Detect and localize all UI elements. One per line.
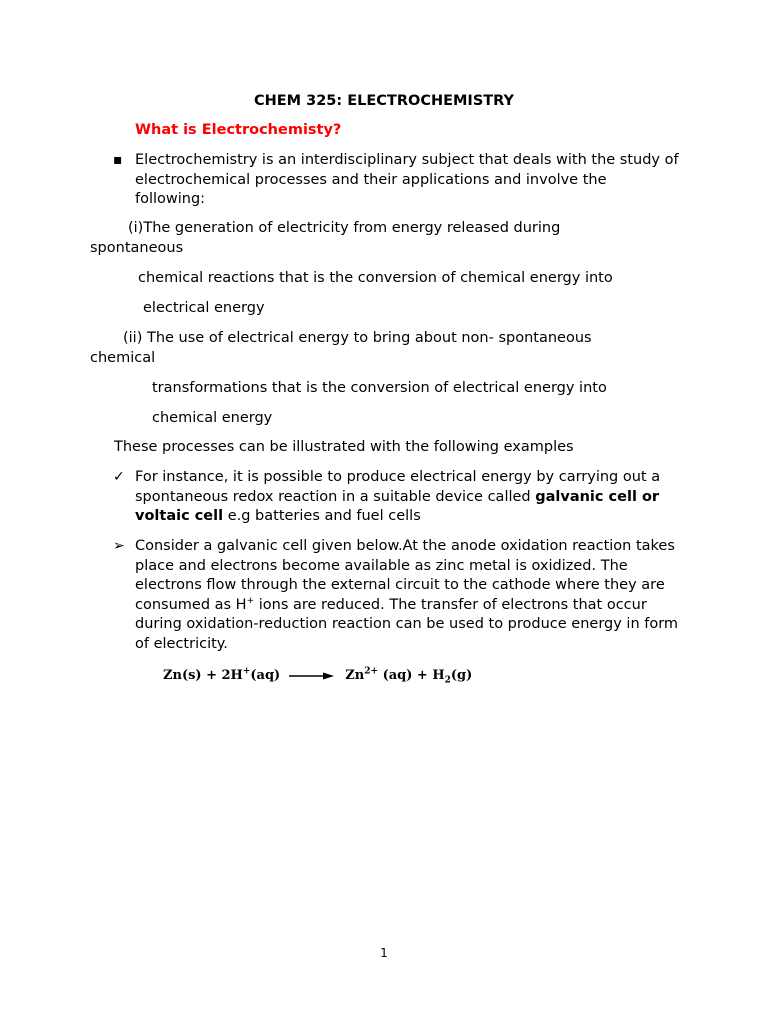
arrow-paragraph xyxy=(135,537,680,655)
document-title: CHEM 325: ELECTROCHEMISTRY xyxy=(253,93,515,109)
equation-rhs-zinc: Zn xyxy=(345,668,365,683)
page-number: 1 xyxy=(380,946,388,960)
equation-lhs: Zn(s) + 2H xyxy=(163,668,243,683)
item-ii-line-3: transformations that is the conversion of electrical energy into xyxy=(152,380,607,396)
check-text-start: For instance, it is possible to produce electrical energy by carrying out a spontaneous redox reaction in a suitable device called xyxy=(135,469,661,505)
h-plus-superscript: + xyxy=(246,595,255,606)
equation-rhs-state: (g) xyxy=(450,668,473,683)
examples-intro: These processes can be illustrated with the following examples xyxy=(114,439,574,455)
item-ii-line-1: (ii) The use of electrical energy to bring about non- spontaneous xyxy=(123,330,592,346)
item-i-line-4: electrical energy xyxy=(143,300,265,316)
equation-rhs-charge: 2+ xyxy=(364,666,379,677)
chemical-equation xyxy=(163,666,472,686)
section-heading: What is Electrochemisty? xyxy=(135,122,342,138)
check-text-end: e.g batteries and fuel cells xyxy=(223,508,421,525)
item-ii-line-2: chemical xyxy=(90,350,156,366)
item-i-line-2: spontaneous xyxy=(90,240,184,256)
equation-rhs-subscript: 2 xyxy=(444,675,451,686)
check-text-bold: galvanic cell or voltaic cell xyxy=(135,488,660,525)
bullet-paragraph: Electrochemistry is an interdisciplinary subject that deals with the study of electrochemical processes and their applications and involve the following: xyxy=(135,152,679,208)
arrow-text-end: ions are reduced. The transfer of electrons that occur during oxidation-reduction reaction can be used to produce energy in form of electricity. xyxy=(135,596,679,652)
arrow-text-start: Consider a galvanic cell given below.At the anode oxidation reaction takes place and electrons become available as zinc metal is oxidized. The electrons flow through the external circuit to the cathode where they are consumed as H xyxy=(135,538,675,613)
item-ii-line-4: chemical energy xyxy=(152,410,273,426)
item-i-line-3: chemical reactions that is the conversion of chemical energy into xyxy=(138,270,613,286)
equation-rhs-middle: (aq) + H xyxy=(378,668,445,683)
equation-lhs-charge: + xyxy=(242,666,251,677)
check-paragraph xyxy=(135,468,680,527)
reaction-arrow-icon xyxy=(289,671,335,681)
square-bullet-icon: ▪ xyxy=(113,152,123,168)
arrowhead-bullet-icon: ➢ xyxy=(113,538,125,554)
equation-lhs-state: (aq) xyxy=(250,668,281,683)
item-i-line-1: (i)The generation of electricity from energy released during xyxy=(128,220,561,236)
checkmark-icon: ✓ xyxy=(113,469,125,485)
